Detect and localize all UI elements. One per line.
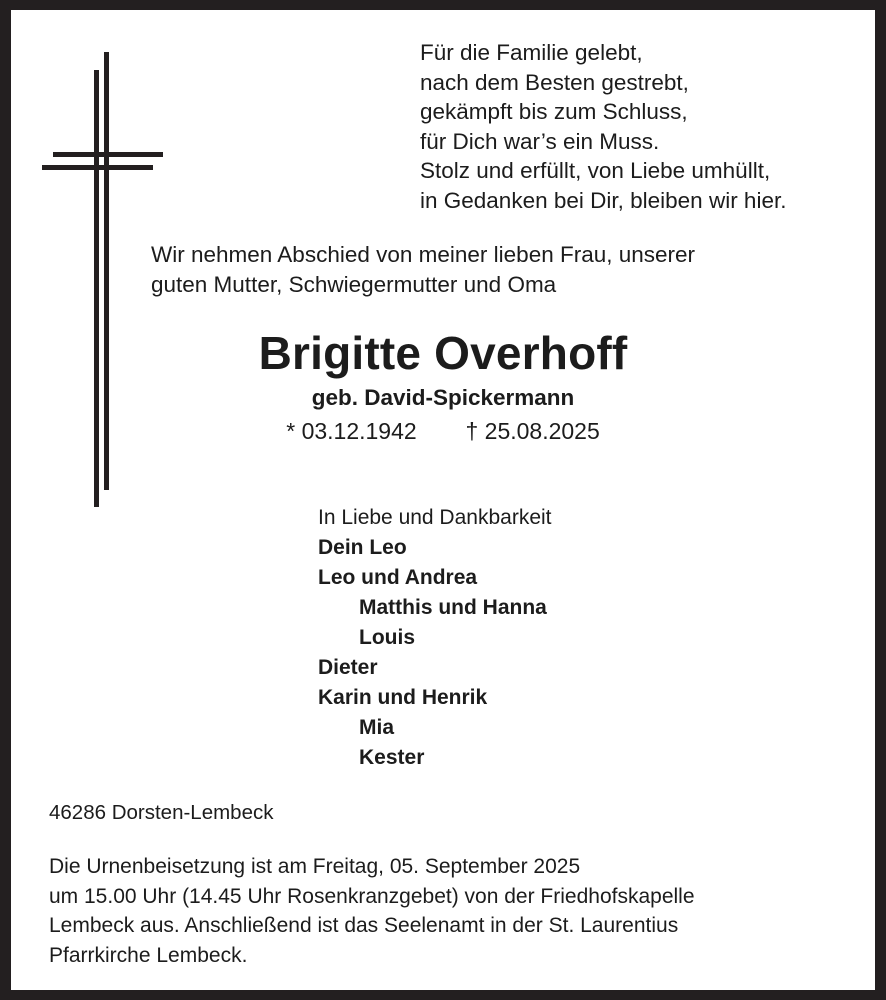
service-detail-line: Lembeck aus. Anschließend ist das Seelenamt in der St. Laurentius [49, 914, 679, 937]
deceased-full-name: Brigitte Overhoff [258, 327, 628, 379]
locality-line: 46286 Dorsten-Lembeck [49, 801, 274, 824]
deceased-maiden-name: geb. David-Spickermann [311, 385, 575, 410]
service-detail-line: Pfarrkirche Lembeck. [49, 943, 248, 967]
cross-horizontal-top-line [53, 152, 163, 157]
service-detail-line: um 15.00 Uhr (14.45 Uhr Rosenkranzgebet) von der Friedhofskapelle [49, 884, 695, 908]
announcement-line: Wir nehmen Abschied von meiner lieben Frau, unserer [151, 242, 696, 267]
mourner-entry: Matthis und Hanna [359, 596, 547, 619]
death-date: 25.08.2025 [484, 418, 600, 444]
announcement-text [151, 240, 811, 299]
mourners-list [318, 503, 798, 773]
poem-line: in Gedanken bei Dir, bleiben wir hier. [420, 187, 787, 213]
death-symbol: † [465, 418, 479, 444]
obituary-card-inner [11, 10, 875, 990]
poem-line: nach dem Besten gestrebt, [420, 69, 689, 95]
mourner-entry: Leo und Andrea [318, 566, 478, 589]
poem-line: Stolz und erfüllt, von Liebe umhüllt, [420, 158, 771, 183]
poem-line: gekämpft bis zum Schluss, [420, 99, 688, 124]
mourner-entry: Kester [359, 746, 425, 769]
funeral-service-details [49, 852, 864, 970]
service-detail-line: Die Urnenbeisetzung ist am Freitag, 05. September 2025 [49, 855, 581, 878]
life-dates [11, 415, 875, 447]
announcement-line: guten Mutter, Schwiegermutter und Oma [151, 271, 557, 297]
mourner-entry: Mia [359, 716, 395, 739]
deceased-name-block [11, 325, 875, 447]
birth-symbol: * [286, 418, 296, 444]
mourner-entry: Louis [359, 626, 415, 649]
mourner-entry: Dein Leo [318, 536, 407, 559]
memorial-poem [420, 38, 870, 215]
mourner-entry: Dieter [318, 656, 378, 679]
birth-date: 03.12.1942 [301, 418, 417, 444]
mourner-entry: Karin und Henrik [318, 686, 488, 709]
cross-horizontal-bottom-line [42, 165, 153, 170]
poem-line: für Dich war’s ein Muss. [420, 128, 660, 154]
mourners-intro: In Liebe und Dankbarkeit [318, 506, 552, 529]
poem-line: Für die Familie gelebt, [420, 40, 643, 65]
